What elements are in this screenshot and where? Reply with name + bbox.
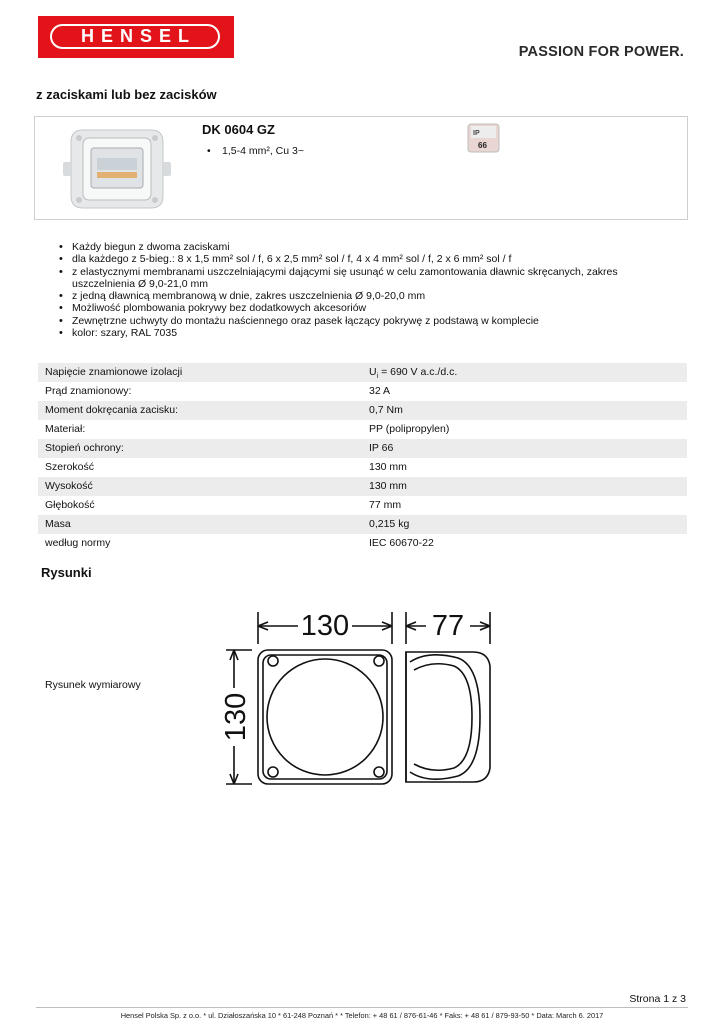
- ip-badge-bottom: 66: [478, 141, 487, 150]
- feature-item: • Możliwość plombowania pokrywy bez dodatkowych akcesoriów: [72, 302, 672, 314]
- product-card: [34, 116, 688, 220]
- logo-frame: [50, 24, 220, 49]
- feature-item: • Zewnętrzne uchwyty do montażu naściennego oraz pasek łączący pokrywę z podstawą w komplecie: [72, 315, 672, 327]
- slogan: PASSION FOR POWER.: [518, 44, 684, 60]
- spec-value: 32 A: [369, 385, 391, 397]
- width-dimension-label: 130: [300, 610, 350, 642]
- table-row: [38, 515, 687, 534]
- feature-list: [72, 241, 672, 339]
- footer-divider: [36, 1007, 688, 1008]
- feature-item: • dla każdego z 5-bieg.: 8 x 1,5 mm² sol / f, 6 x 2,5 mm² sol / f, 4 x 4 mm² sol / f, 2 x 6 mm² sol / f: [72, 253, 672, 265]
- spec-value-prefix: U: [369, 366, 377, 378]
- height-dimension-label: 130: [220, 692, 252, 742]
- table-row: [38, 458, 687, 477]
- hensel-logo: [38, 16, 234, 58]
- depth-dimension-label: 77: [431, 610, 465, 642]
- spec-label: Moment dokręcania zacisku:: [45, 404, 179, 416]
- spec-label: Szerokość: [45, 461, 95, 473]
- feature-item: • z jedną dławnicą membranową w dnie, zakres uszczelnienia Ø 9,0-20,0 mm: [72, 290, 672, 302]
- spec-label: Prąd znamionowy:: [45, 385, 132, 397]
- drawings-heading: Rysunki: [41, 565, 92, 580]
- junction-box-image: [61, 124, 173, 214]
- spec-value: 130 mm: [369, 480, 407, 492]
- spec-value: PP (polipropylen): [369, 423, 450, 435]
- spec-value: 0,7 Nm: [369, 404, 403, 416]
- section-heading: z zaciskami lub bez zacisków: [36, 87, 217, 102]
- table-row: [38, 439, 687, 458]
- product-spec-bullet: [207, 145, 304, 157]
- spec-label: według normy: [45, 537, 111, 549]
- spec-value-text: = 690 V a.c./d.c.: [378, 366, 458, 378]
- feature-item: • kolor: szary, RAL 7035: [72, 327, 672, 339]
- table-row: [38, 534, 687, 553]
- spec-value: 0,215 kg: [369, 518, 410, 530]
- table-row: [38, 477, 687, 496]
- product-code: DK 0604 GZ: [202, 122, 275, 137]
- drawing-label: Rysunek wymiarowy: [45, 679, 141, 691]
- feature-item: • Każdy biegun z dwoma zaciskami: [72, 241, 672, 253]
- spec-label: Głębokość: [45, 499, 95, 511]
- spec-label: Wysokość: [45, 480, 93, 492]
- table-row: [38, 420, 687, 439]
- table-row: [38, 382, 687, 401]
- dimension-drawing: [218, 600, 498, 800]
- feature-item: • z elastycznymi membranami uszczelniającymi dającymi się usunąć w celu zamontowania dławnic skręcanych, zakres uszczelnienia Ø 9,0-21,0 mm: [72, 266, 672, 291]
- spec-value: IP 66: [369, 442, 394, 454]
- page-number: Strona 1 z 3: [629, 993, 686, 1005]
- spec-label: Masa: [45, 518, 71, 530]
- spec-table: [38, 363, 687, 553]
- table-row: [38, 363, 687, 382]
- ip-rating-icon: [467, 123, 500, 153]
- spec-value: 77 mm: [369, 499, 402, 511]
- spec-label: Stopień ochrony:: [45, 442, 124, 454]
- product-spec-text: 1,5-4 mm², Cu 3~: [222, 145, 304, 157]
- logo-text: HENSEL: [80, 26, 196, 46]
- table-row: [38, 496, 687, 515]
- spec-value: 130 mm: [369, 461, 407, 473]
- spec-value-subscript: i: [376, 373, 379, 381]
- bullet-icon: •: [207, 145, 211, 157]
- spec-value: IEC 60670-22: [369, 537, 434, 549]
- table-row: [38, 401, 687, 420]
- spec-label: Napięcie znamionowe izolacji: [45, 366, 183, 378]
- footer-address: Hensel Polska Sp. z o.o. * ul. Działoszańska 10 * 61-248 Poznań * * Telefon: + 48 61 / 876-61-46 * Faks: + 48 61 / 879-93-50 * Data: March 6. 2017: [120, 1011, 604, 1020]
- ip-badge-top: IP: [473, 130, 480, 137]
- spec-label: Materiał:: [45, 423, 86, 435]
